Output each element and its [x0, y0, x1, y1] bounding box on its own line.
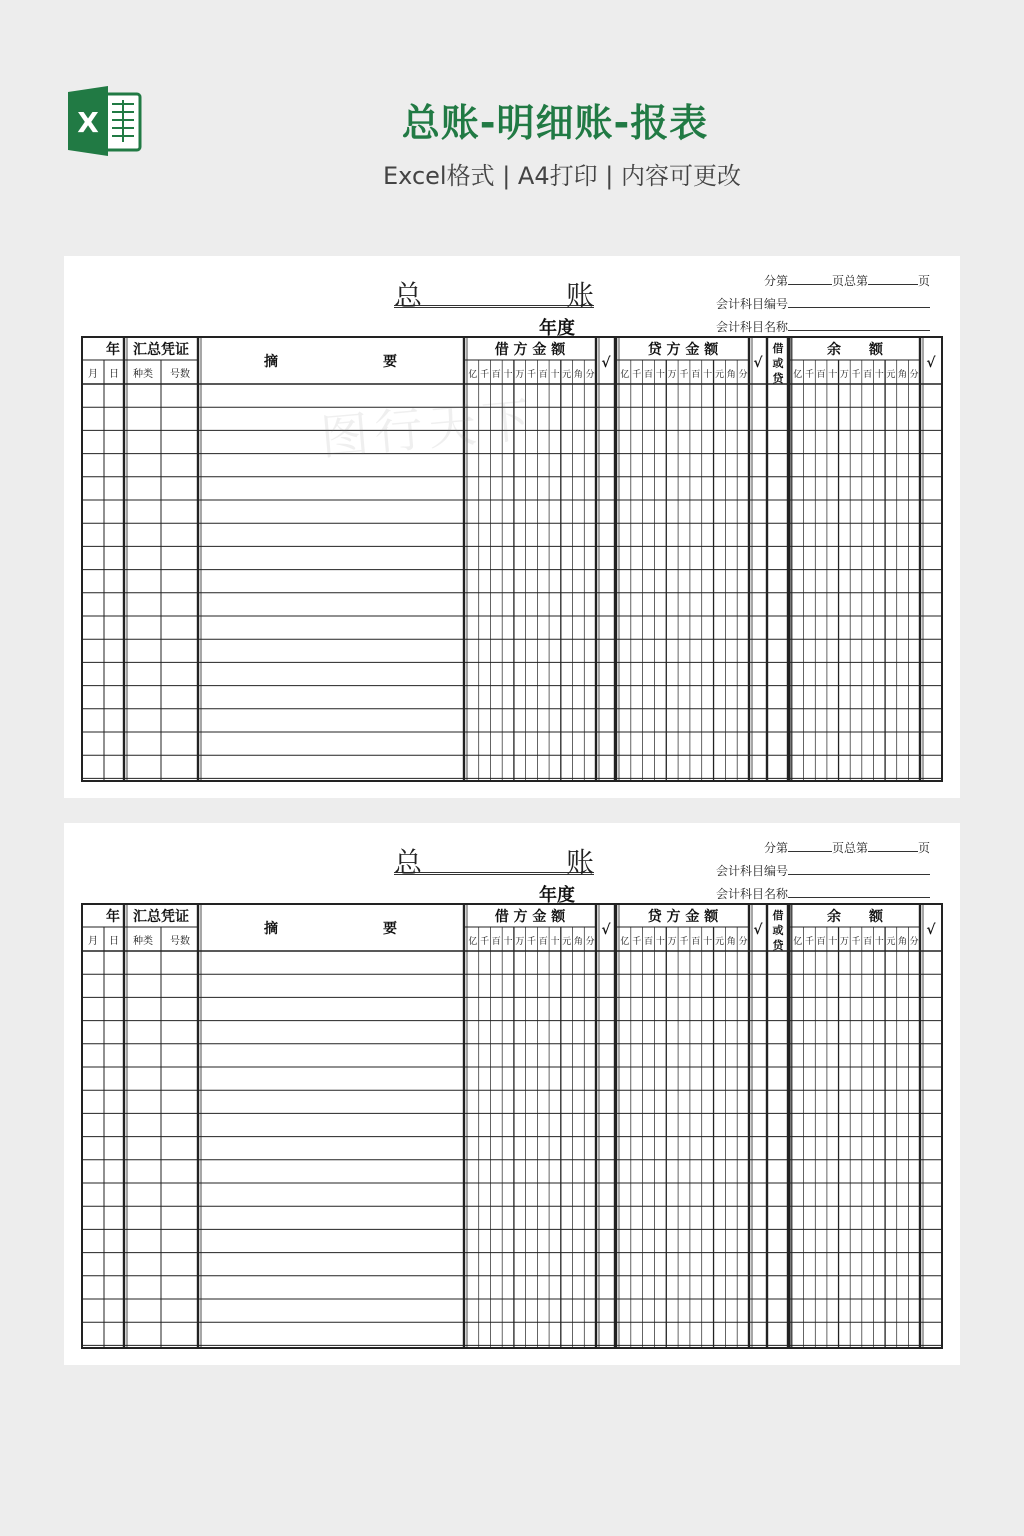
debit-digit-label: 万	[515, 937, 525, 947]
debit-digit-label: 百	[538, 937, 548, 947]
year-header: 年	[106, 342, 120, 358]
balance-digit-label: 亿	[793, 370, 803, 380]
balance-digit-label: 百	[816, 370, 826, 380]
debit-or-credit-header: 借	[772, 342, 784, 355]
debit-amount-header: 借 方 金 额	[494, 342, 566, 358]
check-header: √	[753, 922, 763, 938]
page-label-3: 页	[918, 274, 931, 288]
ledger-title-right: 账	[565, 279, 594, 312]
balance-digit-label: 分	[909, 370, 919, 380]
voucher-number-header: 号数	[170, 369, 190, 380]
page-label-3: 页	[918, 841, 931, 855]
balance-digit-label: 元	[886, 370, 896, 380]
balance-digit-label: 十	[874, 937, 884, 947]
credit-digit-label: 角	[726, 370, 736, 380]
credit-digit-label: 十	[703, 370, 713, 380]
credit-digit-label: 千	[679, 370, 689, 380]
page-label-2: 页总第	[832, 274, 869, 288]
ledger-grid	[64, 256, 960, 798]
debit-digit-label: 千	[480, 370, 490, 380]
credit-digit-label: 千	[632, 937, 642, 947]
credit-digit-label: 角	[726, 937, 736, 947]
account-code-label: 会计科目编号	[716, 864, 789, 878]
voucher-header: 汇总凭证	[133, 342, 189, 358]
ledger-grid	[64, 823, 960, 1365]
page-label-1: 分第	[764, 274, 789, 288]
debit-or-credit-header: 或	[772, 357, 784, 370]
debit-amount-header: 借 方 金 额	[494, 909, 566, 925]
balance-digit-label: 百	[863, 370, 873, 380]
credit-digit-label: 十	[655, 937, 665, 947]
ledger-border	[82, 904, 942, 1348]
ledger-title-left: 总	[394, 279, 423, 312]
credit-digit-label: 万	[667, 937, 677, 947]
watermark: 图行天下	[318, 391, 539, 467]
debit-digit-label: 十	[550, 937, 560, 947]
check-header: √	[601, 355, 611, 371]
debit-digit-label: 分	[585, 937, 595, 947]
debit-digit-label: 百	[491, 370, 501, 380]
credit-digit-label: 百	[644, 370, 654, 380]
balance-digit-label: 分	[909, 937, 919, 947]
ledger-year-label: 年度	[539, 885, 575, 906]
balance-digit-label: 千	[851, 937, 861, 947]
summary-header-left: 摘	[264, 354, 278, 370]
credit-digit-label: 百	[691, 370, 701, 380]
check-header: √	[753, 355, 763, 371]
debit-digit-label: 角	[573, 937, 583, 947]
voucher-number-header: 号数	[170, 936, 190, 947]
credit-digit-label: 百	[644, 937, 654, 947]
ledger-sheet	[64, 823, 960, 1365]
credit-amount-header: 贷 方 金 额	[647, 909, 719, 925]
debit-digit-label: 十	[550, 370, 560, 380]
balance-digit-label: 千	[804, 370, 814, 380]
balance-digit-label: 十	[828, 370, 838, 380]
year-header: 年	[106, 909, 120, 925]
balance-digit-label: 千	[804, 937, 814, 947]
debit-digit-label: 百	[491, 937, 501, 947]
check-header: √	[601, 922, 611, 938]
debit-digit-label: 角	[573, 370, 583, 380]
credit-digit-label: 十	[703, 937, 713, 947]
debit-digit-label: 分	[585, 370, 595, 380]
balance-digit-label: 百	[816, 937, 826, 947]
svg-text:X: X	[77, 106, 99, 139]
day-header: 日	[109, 936, 119, 947]
credit-digit-label: 千	[632, 370, 642, 380]
voucher-header: 汇总凭证	[133, 909, 189, 925]
credit-digit-label: 十	[655, 370, 665, 380]
page-title: 总账-明细账-报表	[401, 101, 709, 145]
debit-digit-label: 元	[562, 937, 572, 947]
credit-digit-label: 元	[714, 370, 724, 380]
credit-digit-label: 分	[738, 370, 748, 380]
ledger-title-left: 总	[394, 846, 423, 879]
debit-or-credit-header: 或	[772, 924, 784, 937]
debit-digit-label: 亿	[468, 937, 478, 947]
credit-digit-label: 百	[691, 937, 701, 947]
credit-amount-header: 贷 方 金 额	[647, 342, 719, 358]
summary-header-left: 摘	[264, 921, 278, 937]
month-header: 月	[88, 369, 98, 380]
credit-digit-label: 亿	[620, 937, 630, 947]
balance-digit-label: 千	[851, 370, 861, 380]
debit-digit-label: 亿	[468, 370, 478, 380]
voucher-type-header: 种类	[133, 936, 153, 947]
balance-digit-label: 角	[898, 370, 908, 380]
check-header: √	[926, 922, 936, 938]
month-header: 月	[88, 936, 98, 947]
ledger-title-right: 账	[565, 846, 594, 879]
credit-digit-label: 千	[679, 937, 689, 947]
summary-header-right: 要	[383, 354, 397, 370]
debit-digit-label: 千	[526, 937, 537, 947]
debit-digit-label: 十	[503, 937, 513, 947]
balance-digit-label: 亿	[793, 937, 803, 947]
balance-digit-label: 十	[874, 370, 884, 380]
debit-or-credit-header: 贷	[772, 372, 784, 385]
account-name-label: 会计科目名称	[716, 320, 789, 334]
debit-digit-label: 十	[503, 370, 513, 380]
check-header: √	[926, 355, 936, 371]
account-code-label: 会计科目编号	[716, 297, 789, 311]
page-label-1: 分第	[764, 841, 789, 855]
debit-digit-label: 万	[515, 370, 525, 380]
page-subtitle: Excel格式 | A4打印 | 内容可更改	[383, 162, 741, 190]
balance-header: 余 额	[827, 342, 883, 358]
debit-or-credit-header: 贷	[772, 939, 784, 952]
voucher-type-header: 种类	[133, 369, 153, 380]
balance-header: 余 额	[827, 909, 883, 925]
debit-digit-label: 千	[480, 937, 490, 947]
summary-header-right: 要	[383, 921, 397, 937]
credit-digit-label: 亿	[620, 370, 630, 380]
balance-digit-label: 百	[863, 937, 873, 947]
balance-digit-label: 角	[898, 937, 908, 947]
ledger-year-label: 年度	[539, 318, 575, 339]
debit-digit-label: 千	[526, 370, 537, 380]
balance-digit-label: 万	[839, 937, 849, 947]
balance-digit-label: 万	[839, 370, 849, 380]
debit-digit-label: 元	[562, 370, 572, 380]
credit-digit-label: 万	[667, 370, 677, 380]
debit-digit-label: 百	[538, 370, 548, 380]
balance-digit-label: 元	[886, 937, 896, 947]
ledger-sheet	[64, 256, 960, 798]
day-header: 日	[109, 369, 119, 380]
page-label-2: 页总第	[832, 841, 869, 855]
credit-digit-label: 分	[738, 937, 748, 947]
balance-digit-label: 十	[828, 937, 838, 947]
account-name-label: 会计科目名称	[716, 887, 789, 901]
credit-digit-label: 元	[714, 937, 724, 947]
debit-or-credit-header: 借	[772, 909, 784, 922]
